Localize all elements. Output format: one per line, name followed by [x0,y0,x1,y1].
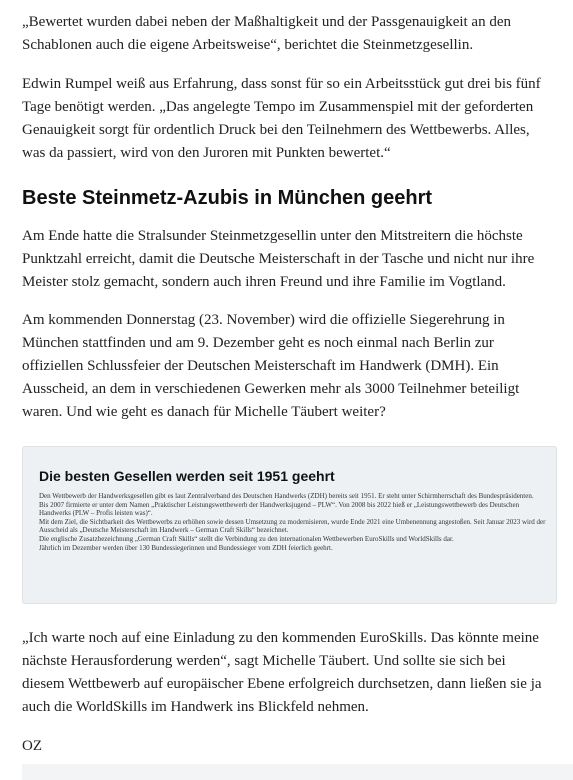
info-box-body [39,492,549,552]
paragraph-1: „Bewertet wurden dabei neben der Maßhaltigkeit und der Passgenauigkeit an den Schablonen auch die eigene Arbeitsweise“, berichtet die Steinmetzgesellin. [22,14,512,53]
paragraph-4: Am kommenden Donnerstag (23. November) wird die offizielle Siegerehrung in München stattfinden und am 9. Dezember geht es noch einmal nach Berlin zur offiziellen Schlussfeier der Deutschen Meisterschaft im Handwerk (DMH). Ein Ausscheid, an dem in verschiedenen Gewerken mehr als 3000 Teilnehmer beteiligt waren. Und wie geht es danach für Michelle Täubert weiter? [22,312,520,420]
info-box-title: Die besten Gesellen werden seit 1951 geehrt [39,468,335,484]
info-box-line: Mit dem Ziel, die Sichtbarkeit des Wettbewerbs zu erhöhen sowie dessen Umsetzung zu modernisieren, wurde Ende 2021 eine Umbenennung angestoßen. Seit Januar 2023 wird der Ausscheid als „Deutsche Meisterschaft im Handwerk – German Craft Skills“ bezeichnet. [39,517,546,535]
info-box-line: Den Wettbewerb der Handwerksgesellen gibt es laut Zentralverband des Deutschen Handwerks (ZDH) bereits seit 1951. Er steht unter Schirmherrschaft des Bundespräsidenten. [39,492,534,500]
info-box [22,446,557,604]
info-box-line: Bis 2007 firmierte er unter dem Namen „Praktischer Leistungswettbewerb der Handwerksjugend – PLW“. Von 2008 bis 2022 hieß er „Leistungswettbewerb des Deutschen Handwerks (PLW – Profis leisten was)“. [39,500,520,518]
info-box-line: Die englische Zusatzbezeichnung „German Craft Skills“ stellt die Verbindung zu den internationalen Wettbewerben EuroSkills und WorldSkills dar. [39,534,454,543]
paragraph-5: „Ich warte noch auf eine Einladung zu den kommenden EuroSkills. Das könnte meine nächste Herausforderung werden“, sagt Michelle Täubert. Und sollte sie sich bei diesem Wettbewerb auf europäischer Ebene erfolgreich durchsetzen, dann ließen sie ja auch die WorldSkills im Handwerk ins Blickfeld nehmen. [22,630,542,715]
byline: OZ [22,738,42,754]
paragraph-3: Am Ende hatte die Stralsunder Steinmetzgesellin unter den Mitstreitern die höchste Punktzahl erreicht, damit die Deutsche Meisterschaft in der Tasche und nicht nur ihre Meister stolz gemacht, sondern auch ihren Freund und ihre Familie im Vogtland. [22,228,535,290]
paragraph-2: Edwin Rumpel weiß aus Erfahrung, dass sonst für so ein Arbeitsstück gut drei bis fünf Tage benötigt werden. „Das angelegte Tempo im Zusammenspiel mit der geforderten Genauigkeit sorgt für ordentlich Druck bei den Teilnehmern des Wettbewerbs. Alles, was da passiert, wird von den Juroren mit Punkten bewertet.“ [22,76,541,161]
section-heading: Beste Steinmetz-Azubis in München geehrt [22,187,433,209]
info-box-line: Jährlich im Dezember werden über 130 Bundessiegerinnen und Bundessieger vom ZDH feierlich geehrt. [39,543,333,552]
next-section-box [22,764,573,780]
